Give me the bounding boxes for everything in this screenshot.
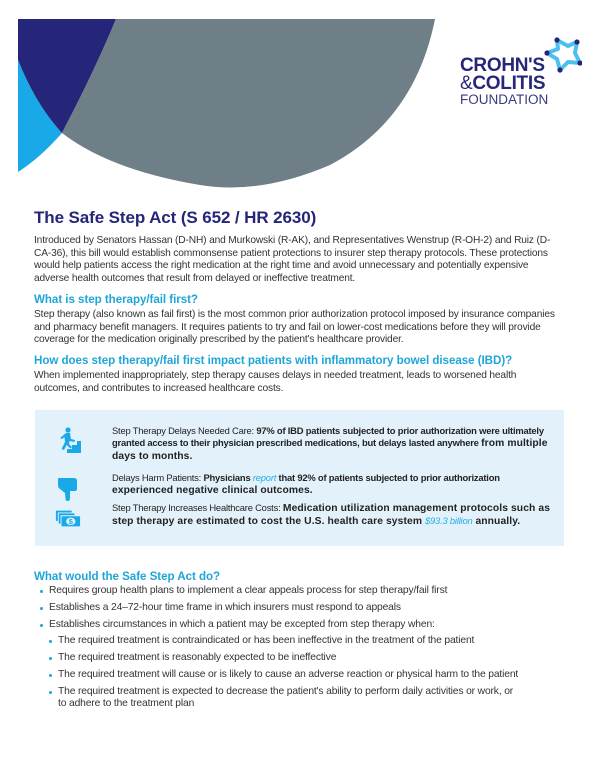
callout-label: Step Therapy Increases Healthcare Costs: — [112, 502, 283, 513]
callout-text-costs — [112, 502, 554, 528]
logo-colitis-word: COLITIS — [472, 73, 546, 94]
logo-ampersand: & — [460, 73, 473, 94]
page-title: The Safe Step Act (S 652 / HR 2630) — [34, 208, 317, 227]
logo-text-foundation: FOUNDATION — [460, 92, 549, 107]
impact-callout-box — [35, 410, 564, 546]
cost-estimate-link[interactable]: $93.3 billion — [425, 515, 473, 527]
section-heading-act-provisions: What would the Safe Step Act do? — [34, 570, 221, 583]
callout-text-delays-care — [112, 425, 554, 464]
list-item: Establishes circumstances in which a patient may be excepted from step therapy when: — [40, 619, 580, 632]
act-provisions-list — [40, 585, 580, 715]
money-stack-icon — [55, 506, 81, 532]
sub-list-item: The required treatment is contraindicated or has been ineffective in the treatment of the patient — [49, 635, 580, 648]
callout-stat-cont: that 92% of patients subjected to prior authorization — [276, 472, 500, 483]
sub-list-item: The required treatment is expected to decrease the patient's ability to perform daily activities or work, or to adhere to the treatment plan — [49, 686, 519, 711]
callout-stat-emphasis: from multiple days to months. — [112, 438, 548, 463]
section-heading-what-is-step-therapy: What is step therapy/fail first? — [34, 293, 198, 306]
callout-stat: Physicians — [203, 472, 253, 483]
crohns-colitis-foundation-logo — [460, 36, 590, 106]
intro-paragraph: Introduced by Senators Hassan (D-NH) and Murkowski (R-AK), and Representatives Wenstrup (R-OH-2) and Ruiz (D-CA-36), this bill would establish commonsense patient protections to insurer step therapy protocols. These protections would help patients access the right medication at the right time and avoid unnecessary and potentially expensive adverse health outcomes that result from delayed or ineffective treatment. — [34, 235, 551, 284]
sub-list-item: The required treatment will cause or is likely to cause an adverse reaction or physical harm to the patient — [49, 669, 580, 682]
logo-text-crohns: CROHN'S — [460, 55, 545, 76]
section-body-what-is-step-therapy: Step therapy (also known as fail first) is the most common prior authorization protocol imposed by insurance companies and pharmacy benefit managers. It requires patients to try and fail on lower-cost medications before they will provide coverage for the medication originally prescribed by the patient's healthcare provider. — [34, 309, 555, 346]
callout-stat-emphasis-cont: annually. — [472, 516, 521, 528]
callout-label: Step Therapy Delays Needed Care: — [112, 425, 257, 436]
svg-text:$: $ — [68, 517, 73, 527]
thumbs-down-icon — [55, 476, 81, 502]
list-item: Requires group health plans to implement a clear appeals process for step therapy/fail first — [40, 585, 580, 598]
list-item: Establishes a 24–72-hour time frame in which insurers must respond to appeals — [40, 602, 580, 615]
callout-stat-emphasis: experienced negative clinical outcomes. — [112, 485, 313, 497]
section-heading-ibd-impact: How does step therapy/fail first impact patients with inflammatory bowel disease (IBD)? — [34, 354, 513, 367]
logo-text-colitis — [460, 74, 545, 93]
callout-stat-emphasis: Medication utilization management protocols such as step therapy are estimated to cost the U.S. health care system — [112, 503, 551, 528]
star-outline-logo-icon — [544, 36, 582, 74]
section-body-ibd-impact: When implemented inappropriately, step therapy causes delays in needed treatment, leads to worsened health outcomes, and contributes to increased healthcare costs. — [34, 370, 517, 394]
callout-text-harm-patients — [112, 472, 554, 497]
climbing-stairs-icon — [55, 427, 81, 453]
callout-stat: 97% of IBD patients subjected to prior authorization were ultimately granted access to their physician prescribed medications, but delays lasted anywhere — [112, 425, 544, 449]
sub-list-item: The required treatment is reasonably expected to be ineffective — [49, 652, 580, 665]
callout-label: Delays Harm Patients: — [112, 472, 204, 483]
report-link[interactable]: report — [252, 472, 277, 483]
